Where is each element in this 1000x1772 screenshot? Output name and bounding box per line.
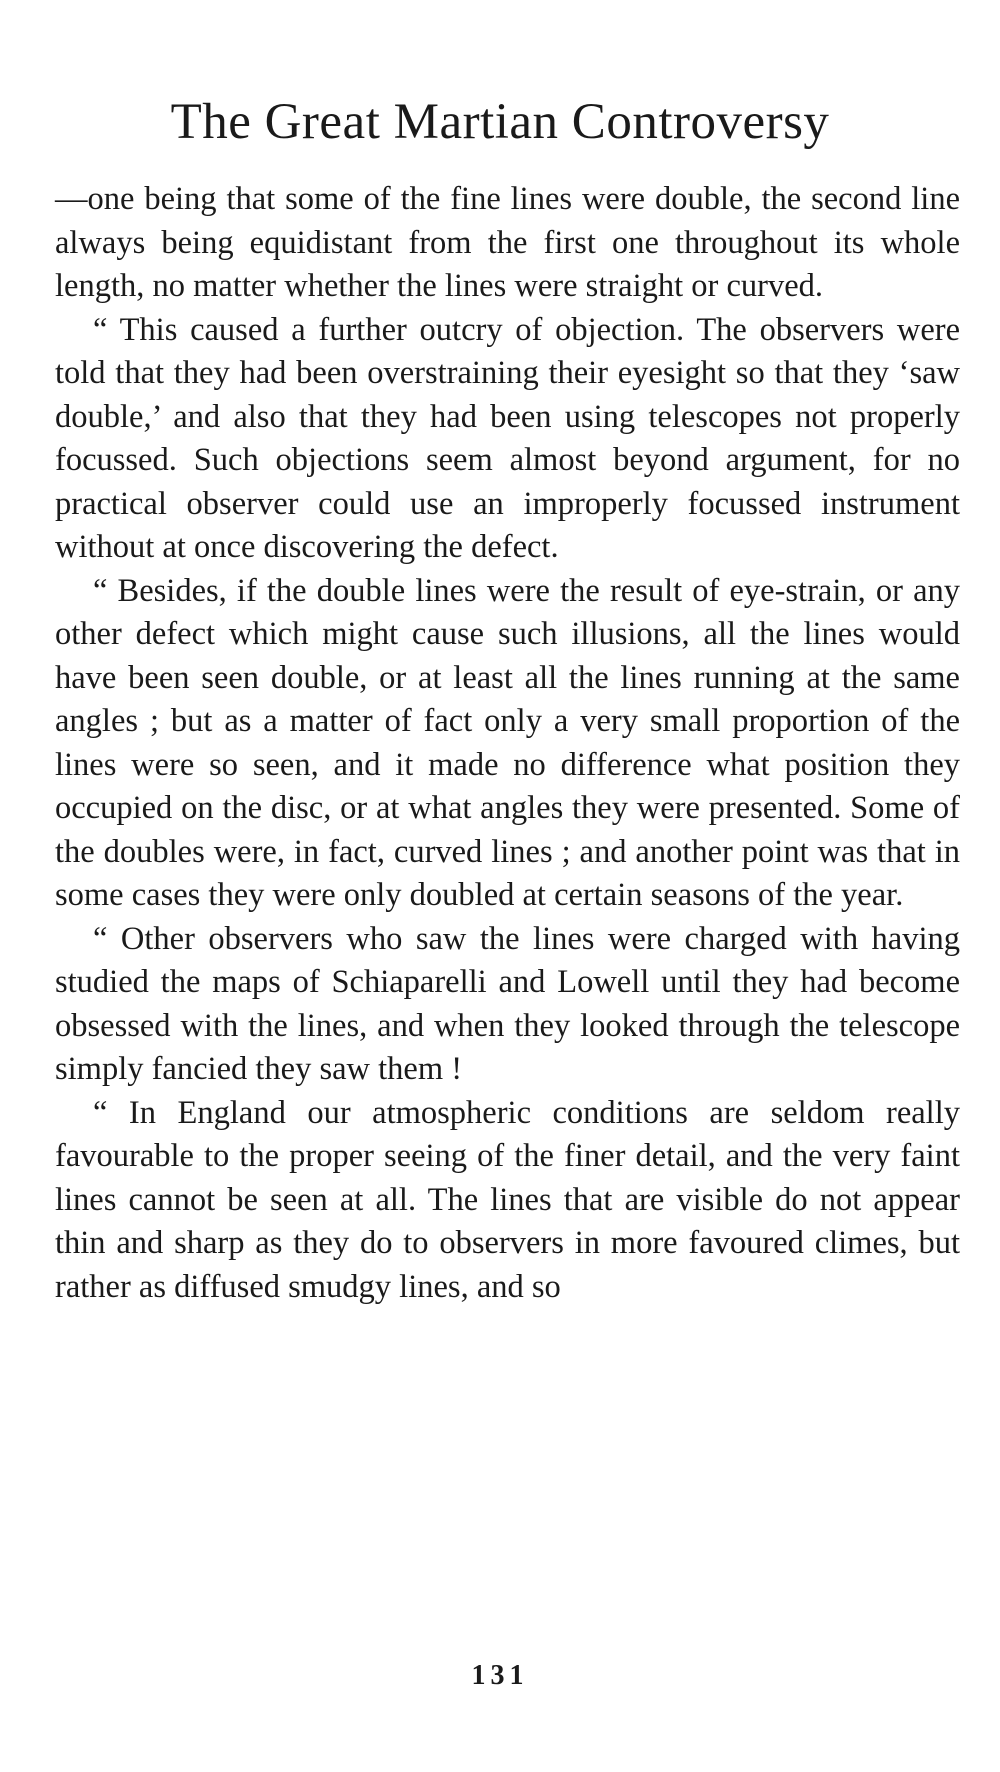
paragraph: “ Besides, if the double lines were the result of eye-strain, or any other defect which might cause such illusions, all the lines would have been seen double, or at least all the lines running at the same angles ; but as a matter of fact only a very small proportion of the lines were so seen, and it made no difference what position they occupied on the disc, or at what angles they were presented. Some of the doubles were, in fact, curved lines ; and another point was that in some cases they were only doubled at certain seasons of the year. xyxy=(55,572,960,913)
page-number: 131 xyxy=(471,1660,529,1691)
paragraph: “ Other observers who saw the lines were charged with having studied the maps of Schiaparelli and Lowell until they had become obsessed with the lines, and when they looked through the telescope simply fancied they saw them ! xyxy=(55,920,960,1087)
running-head: The Great Martian Controversy xyxy=(170,94,830,150)
paragraph: “ In England our atmospheric conditions are seldom really favourable to the proper seeing of the finer detail, and the very faint lines cannot be seen at all. The lines that are visible do not appear thin and sharp as they do to observers in more favoured climes, but rather as diffused smudgy lines, and so xyxy=(55,1094,960,1305)
body-text xyxy=(55,178,960,1309)
paragraph: “ This caused a further outcry of objection. The observers were told that they had been overstraining their eyesight so that they ‘saw double,’ and also that they had been using telescopes not properly focussed. Such objections seem almost beyond argument, for no practical observer could use an improperly focussed instrument without at once discovering the defect. xyxy=(55,311,960,565)
paragraph-continuation: —one being that some of the fine lines were double, the second line always being equidistant from the first one throughout its whole length, no matter whether the lines were straight or curved. xyxy=(55,181,960,304)
